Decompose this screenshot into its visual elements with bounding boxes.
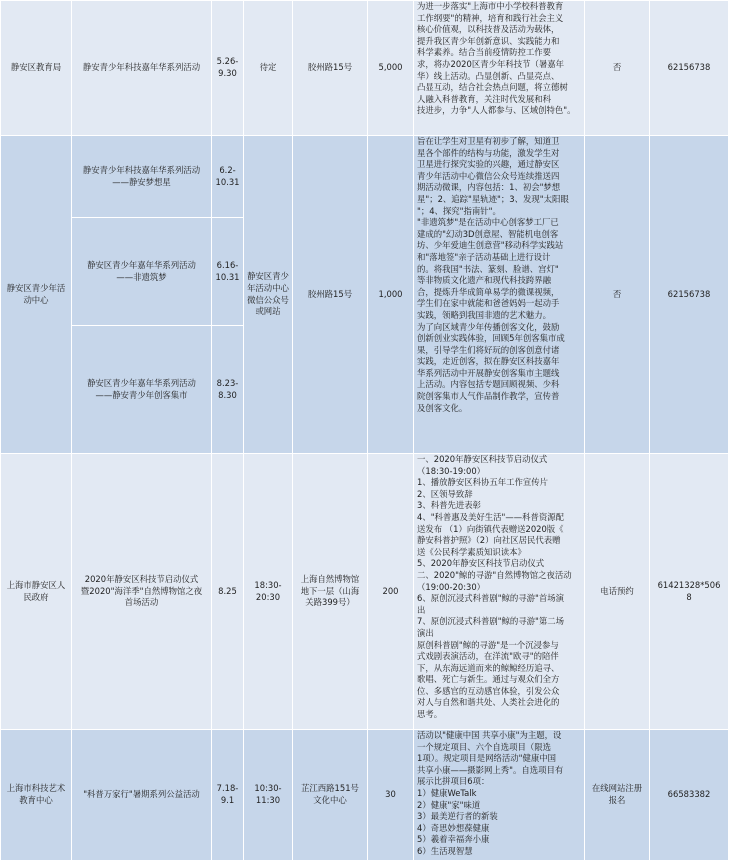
location-cell: 上海自然博物馆 地下一层（山海 关路399号） (293, 454, 368, 730)
date-cell: 5.26- 9.30 (212, 1, 244, 136)
time-cell: 静安区青少 年活动中心 微信公众号 或网站 (244, 136, 293, 454)
date-cell: 6.16- 10.31 (212, 218, 244, 326)
participant-count-cell: 200 (368, 454, 414, 730)
organizer-cell: 静安区教育局 (1, 1, 72, 136)
date-cell: 8.25 (212, 454, 244, 730)
organizer-cell: 上海市科技艺术 教育中心 (1, 730, 72, 861)
reservation-cell: 在线网站注册报名 (585, 730, 650, 861)
description-cell: 一、2020年静安区科技节启动仪式 （18:30-19:00） 1、播放静安区科协五年工作宣传片 2、区领导致辞 3、科普先进表彰 4、"科普惠及美好生活"——科普资源配 送发布 （1）向街镇代表赠送2020版《 静安科普护照》（2）向社区居民代表赠 送《公民科学素质知识读本》 5、2020年静安区科技节启动仪式 二、2020"鲸的寻游"自然博物馆之夜活动 （19:00-20:30） 6、原创沉浸式科普剧"鲸的寻游"首场演 出 7、原创沉浸式科普剧"鲸的寻游"第二场 演出 原创科普剧"鲸的寻游"是一个沉浸参与 式戏剧表演活动，在洋流"欧寻"的陪伴 下，从东海远道而来的鲸鲸经历追寻、 歌唱、死亡与新生。通过与观众们全方 位、多感官的互动感官体验，引发公众 对人与自然和谐共处、人类社会进化的 思考。 (414, 454, 585, 730)
activity-name-cell: 2020年静安区科技节启动仪式 暨2020"海洋季"自然博物馆之夜 首场活动 (72, 454, 212, 730)
table-row (1, 1, 729, 136)
description-cell: 旨在让学生对卫星有初步了解，知道卫 星各个部件的结构与功能，激发学生对 卫星进行探究实验的兴趣，通过静安区 青少年活动中心微信公众号连续推送四 期活动微课，内容包括：1、初会"梦想 星"；2、追踪"星轨迹"；3、发现"太阳眼 "；4、探究"指南针"。 "非遗筑梦"是在活动中心创客梦工厂已 建成的"幻动3D创意屋、智能机电创客 坊、少年爱迪生创意营"移动科学实践站 和"落地签"亲子活动基础上进行设计 的。将我国"书法、篆刻、脸谱、宫灯" 等非物质文化遗产和现代科技跨界融 合，提炼升华成简单易学的微课视频， 学生们在家中就能和爸爸妈妈一起动手 实践，领略到我国非遗的艺术魅力。 为了向区域青少年传播创客文化，鼓励 创新创业实践体验，回顾5年创客集市成 果，引导学生们将好玩的创客创意付诸 实践，走近创客，拟在静安区科技嘉年 华系列活动中开展静安创客集市主题线 上活动。内容包括专题回顾视频、少科 院创客集市人气作品制作教学，宣传普 及创客文化。 (414, 136, 585, 454)
time-cell: 10:30- 11:30 (244, 730, 293, 861)
time-cell: 待定 (244, 1, 293, 136)
table-row (1, 454, 729, 730)
description-cell: 为进一步落实"上海市中小学校科普教育 工作纲要"的精神，培育和践行社会主义 核心价值观，以科技普及活动为载体， 提升我区青少年创新意识、实践能力和 科学素养。结合当前疫情防控工作要 求，将办2020区青少年科技节（暑嘉年 华）线上活动。凸显创新、凸显亮点、 凸显互动，结合社会热点问题，将立德树 人融入科普教育，关注时代发展和科 技进步，力争"人人都参与、区域创特色"。 (414, 1, 585, 136)
reservation-cell: 否 (585, 1, 650, 136)
participant-count-cell: 5,000 (368, 1, 414, 136)
location-cell: 胶州路15号 (293, 1, 368, 136)
table-row (1, 136, 729, 218)
reservation-cell: 否 (585, 136, 650, 454)
participant-count-cell: 1,000 (368, 136, 414, 454)
date-cell: 7.18- 9.1 (212, 730, 244, 861)
reservation-cell: 电话预约 (585, 454, 650, 730)
table-row (1, 730, 729, 861)
phone-cell: 61421328*506 8 (650, 454, 729, 730)
activity-name-cell: 静安青少年科技嘉年华系列活动 (72, 1, 212, 136)
location-cell: 芷江西路151号 文化中心 (293, 730, 368, 861)
date-cell: 8.23- 8.30 (212, 326, 244, 454)
activity-name-cell: 静安区青少年嘉年华系列活动 ——非遗筑梦 (72, 218, 212, 326)
time-cell: 18:30- 20:30 (244, 454, 293, 730)
phone-cell: 62156738 (650, 136, 729, 454)
organizer-cell: 上海市静安区人 民政府 (1, 454, 72, 730)
phone-cell: 62156738 (650, 1, 729, 136)
activity-name-cell: "科普万家行"暑期系列公益活动 (72, 730, 212, 861)
activity-name-cell: 静安区青少年嘉年华系列活动 ——静安青少年创客集市 (72, 326, 212, 454)
location-cell: 胶州路15号 (293, 136, 368, 454)
phone-cell: 66583382 (650, 730, 729, 861)
organizer-cell: 静安区青少年活 动中心 (1, 136, 72, 454)
participant-count-cell: 30 (368, 730, 414, 861)
date-cell: 6.2- 10.31 (212, 136, 244, 218)
description-cell: 活动以"健康中国 共享小康"为主题，设 一个规定项目、六个自选项目（限选 1项）。规定项目是网络活动"健康中国 共享小康——摄影网上秀"。自选项目有 展示比拼项目6项： 1）健康WeTalk 2）健康"家"味道 3）最美逆行者的新装 4）奇思妙想葆健康 5）羲着幸福奔小康 6）生活现智慧 (414, 730, 585, 861)
activity-name-cell: 静安青少年科技嘉年华系列活动 ——静安梦想星 (72, 136, 212, 218)
